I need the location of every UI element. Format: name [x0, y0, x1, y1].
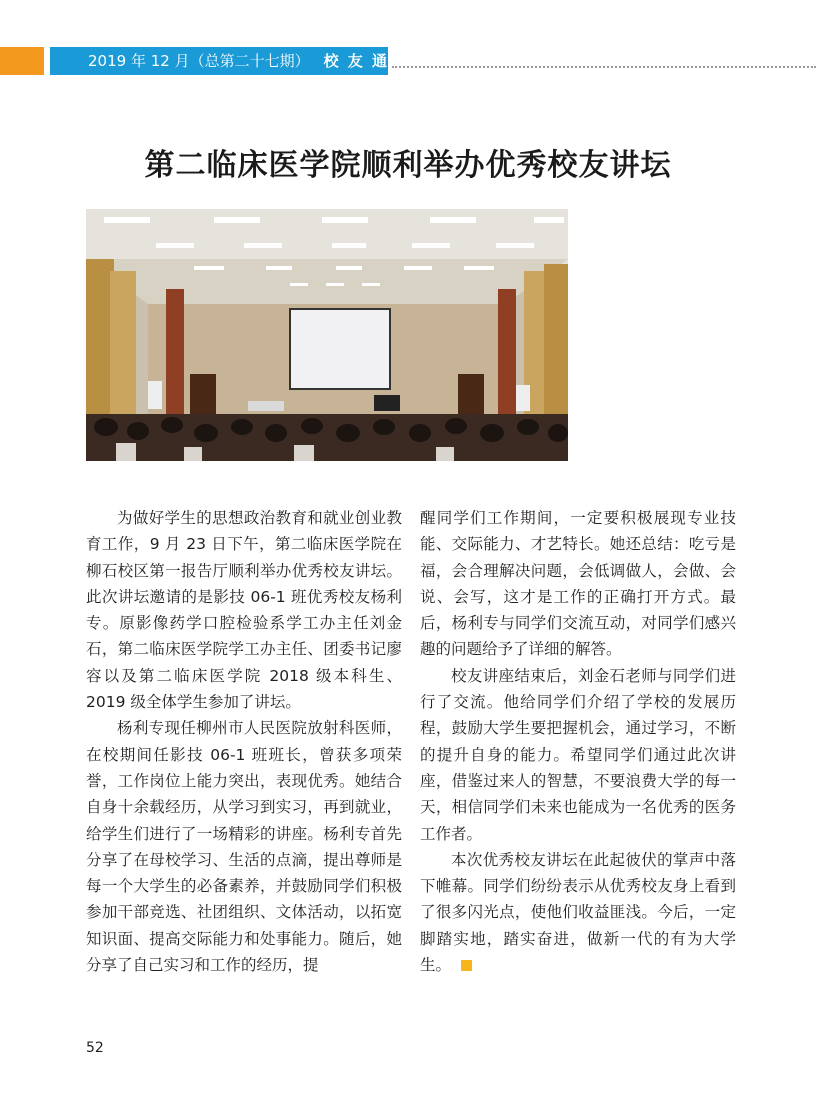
paragraph-text: 本次优秀校友讲坛在此起彼伏的掌声中落下帷幕。同学们纷纷表示从优秀校友身上看到了很多闪光点，使他们收益匪浅。今后，一定脚踏实地，踏实奋进，做新一代的有为大学生。: [420, 850, 736, 975]
header-dotted-rule: [392, 66, 816, 68]
publication-name: 校 友 通 讯: [323, 52, 414, 70]
paragraph-continuation: 醒同学们工作期间，一定要积极展现专业技能、交际能力、才艺特长。她还总结：吃亏是福，会合理解决问题，会低调做人，会做、会说、会写，这才是工作的正确打开方式。最后，杨利专与同学们交流互动，对同学们感兴趣的问题给予了详细的解答。: [420, 509, 736, 659]
issue-label: 2019 年 12 月（总第二十七期）: [88, 52, 310, 70]
page-number: 52: [86, 1040, 104, 1056]
header-bar: [50, 47, 414, 75]
paragraph-last: [420, 847, 736, 978]
article-title: 第二临床医学院顺利举办优秀校友讲坛: [144, 148, 672, 183]
paragraph: 杨利专现任柳州市人民医院放射科医师，在校期间任影技 06-1 班班长，曾获多项荣誉，工作岗位上能力突出，表现优秀。她结合自身十余载经历，从学习到实习，再到就业，给学生们进行了一场精彩的讲座。杨利专首先分享了在母校学习、生活的点滴，提出尊师是每一个大学生的必备素养，并鼓励同学们积极参加干部竞选、社团组织、文体活动，以拓宽知识面、提高交际能力和处事能力。随后，她分享了自己实习和工作的经历，提: [86, 719, 402, 975]
end-of-article-marker: [461, 960, 472, 971]
paragraph: 为做好学生的思想政治教育和就业创业教育工作，9 月 23 日下午，第二临床医学院在柳石校区第一报告厅顺利举办优秀校友讲坛。此次讲坛邀请的是影技 06-1 班优秀校友杨利专。原影像药学口腔检验系学工办主任刘金石，第二临床医学院学工办主任、团委书记廖容以及第二临床医学院 2018 级本科生、2019 级全体学生参加了讲坛。: [86, 509, 402, 712]
article-column-right: [420, 505, 736, 978]
paragraph: 校友讲座结束后，刘金石老师与同学们进行了交流。他给同学们介绍了学校的发展历程，鼓励大学生要把握机会，通过学习，不断的提升自身的能力。希望同学们通过此次讲座，借鉴过来人的智慧，不要浪费大学的每一天，相信同学们未来也能成为一名优秀的医务工作者。: [420, 666, 736, 843]
header-orange-block: [0, 47, 44, 75]
lecture-hall-photo: [86, 209, 568, 461]
article-column-left: [86, 505, 402, 978]
